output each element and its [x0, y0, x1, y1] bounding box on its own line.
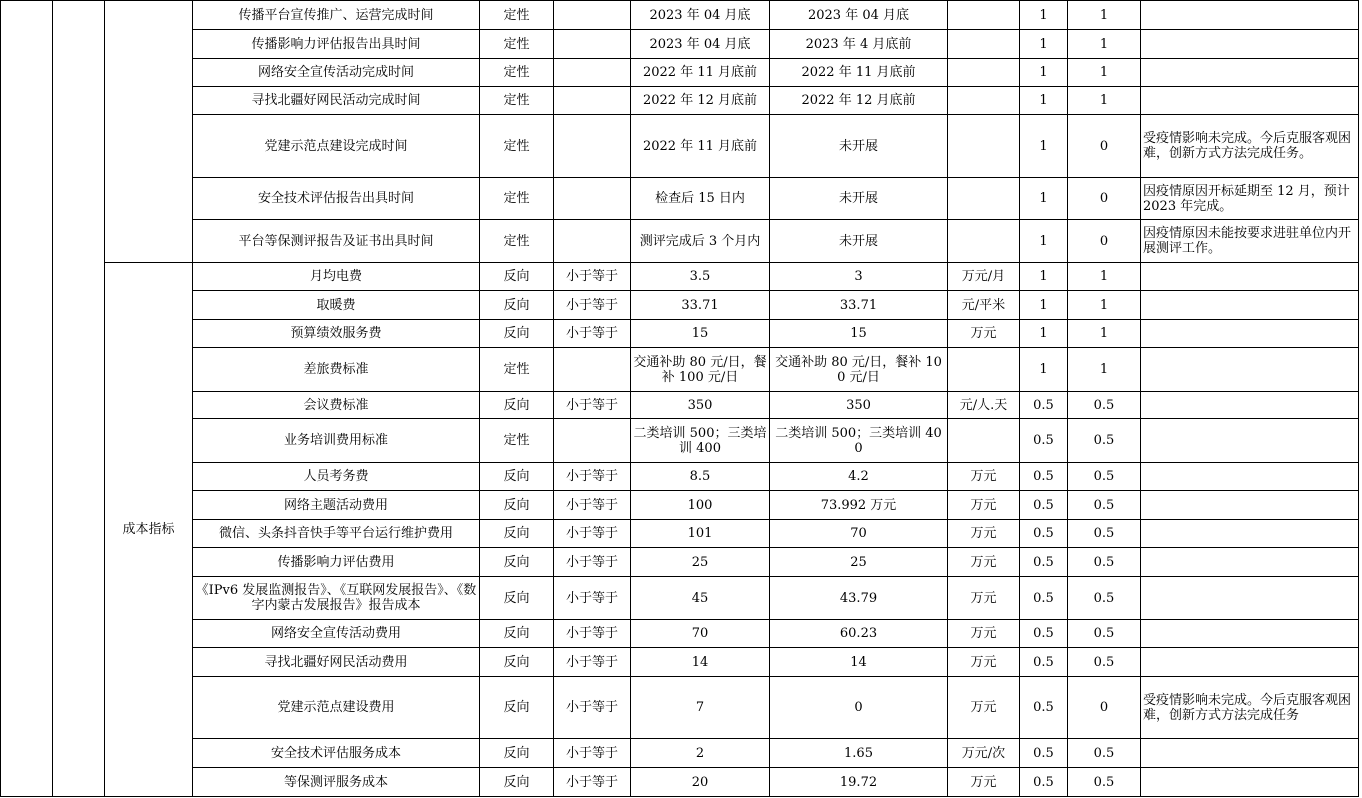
- indicator-name-cell: 《IPv6 发展监测报告》、《互联网发展报告》、《数字内蒙古发展报告》报告成本: [193, 577, 480, 620]
- weight-cell: 0.5: [1020, 577, 1068, 620]
- table-row: [1, 87, 1359, 115]
- comparison-operator-cell: [554, 115, 631, 178]
- table-row: [1, 577, 1359, 620]
- indicator-name-cell: 差旅费标准: [193, 348, 480, 392]
- indicator-name-cell: 等保测评服务成本: [193, 768, 480, 797]
- score-cell: 0.5: [1068, 548, 1141, 577]
- indicator-type-cell: 反向: [480, 768, 554, 797]
- deviation-note-cell: 因疫情原因开标延期至 12 月，预计 2023 年完成。: [1141, 178, 1359, 220]
- indicator-name-cell: 寻找北疆好网民活动完成时间: [193, 87, 480, 115]
- deviation-note-cell: [1141, 291, 1359, 320]
- actual-value-cell: 2022 年 11 月底前: [770, 59, 948, 87]
- comparison-operator-cell: 小于等于: [554, 577, 631, 620]
- unit-cell: 万元: [948, 648, 1020, 677]
- actual-value-cell: 33.71: [770, 291, 948, 320]
- score-cell: 0: [1068, 677, 1141, 739]
- deviation-note-cell: [1141, 548, 1359, 577]
- score-cell: 0: [1068, 220, 1141, 263]
- unit-cell: 万元/月: [948, 263, 1020, 291]
- indicator-name-cell: 传播平台宣传推广、运营完成时间: [193, 1, 480, 30]
- indicator-type-cell: 反向: [480, 491, 554, 520]
- actual-value-cell: 0: [770, 677, 948, 739]
- unit-cell: [948, 348, 1020, 392]
- target-value-cell: 7: [631, 677, 770, 739]
- target-value-cell: 15: [631, 320, 770, 348]
- actual-value-cell: 二类培训 500；三类培训 400: [770, 419, 948, 463]
- actual-value-cell: 4.2: [770, 463, 948, 491]
- weight-cell: 1: [1020, 1, 1068, 30]
- comparison-operator-cell: 小于等于: [554, 648, 631, 677]
- unit-cell: [948, 87, 1020, 115]
- cost-indicator-group-label: 成本指标: [105, 263, 193, 797]
- level3-indicator-cell: [105, 1, 193, 263]
- target-value-cell: 350: [631, 392, 770, 419]
- weight-cell: 0.5: [1020, 677, 1068, 739]
- deviation-note-cell: 受疫情影响未完成。今后克服客观困难，创新方式方法完成任务。: [1141, 115, 1359, 178]
- weight-cell: 0.5: [1020, 520, 1068, 548]
- target-value-cell: 2022 年 11 月底前: [631, 115, 770, 178]
- indicator-name-cell: 党建示范点建设费用: [193, 677, 480, 739]
- comparison-operator-cell: 小于等于: [554, 392, 631, 419]
- indicator-type-cell: 反向: [480, 392, 554, 419]
- deviation-note-cell: [1141, 577, 1359, 620]
- indicator-type-cell: 定性: [480, 1, 554, 30]
- actual-value-cell: 交通补助 80 元/日，餐补 100 元/日: [770, 348, 948, 392]
- table-row: [1, 263, 1359, 291]
- indicator-name-cell: 平台等保测评报告及证书出具时间: [193, 220, 480, 263]
- score-cell: 0.5: [1068, 419, 1141, 463]
- actual-value-cell: 350: [770, 392, 948, 419]
- score-cell: 0.5: [1068, 620, 1141, 648]
- weight-cell: 0.5: [1020, 648, 1068, 677]
- unit-cell: 万元: [948, 577, 1020, 620]
- deviation-note-cell: 因疫情原因未能按要求进驻单位内开展测评工作。: [1141, 220, 1359, 263]
- table-row: [1, 392, 1359, 419]
- deviation-note-cell: [1141, 87, 1359, 115]
- actual-value-cell: 未开展: [770, 220, 948, 263]
- deviation-note-cell: [1141, 768, 1359, 797]
- target-value-cell: 33.71: [631, 291, 770, 320]
- score-cell: 0.5: [1068, 648, 1141, 677]
- weight-cell: 1: [1020, 59, 1068, 87]
- deviation-note-cell: [1141, 320, 1359, 348]
- indicator-type-cell: 反向: [480, 577, 554, 620]
- target-value-cell: 2: [631, 739, 770, 768]
- unit-cell: 万元: [948, 677, 1020, 739]
- weight-cell: 1: [1020, 115, 1068, 178]
- score-cell: 1: [1068, 263, 1141, 291]
- target-value-cell: 交通补助 80 元/日，餐补 100 元/日: [631, 348, 770, 392]
- indicator-name-cell: 寻找北疆好网民活动费用: [193, 648, 480, 677]
- target-value-cell: 2022 年 11 月底前: [631, 59, 770, 87]
- comparison-operator-cell: 小于等于: [554, 263, 631, 291]
- comparison-operator-cell: [554, 1, 631, 30]
- weight-cell: 1: [1020, 263, 1068, 291]
- target-value-cell: 25: [631, 548, 770, 577]
- deviation-note-cell: 受疫情影响未完成。今后克服客观困难，创新方式方法完成任务: [1141, 677, 1359, 739]
- score-cell: 1: [1068, 1, 1141, 30]
- comparison-operator-cell: [554, 348, 631, 392]
- table-body: [1, 1, 1359, 797]
- indicator-name-cell: 传播影响力评估费用: [193, 548, 480, 577]
- weight-cell: 1: [1020, 320, 1068, 348]
- score-cell: 1: [1068, 30, 1141, 59]
- unit-cell: [948, 178, 1020, 220]
- table-row: [1, 739, 1359, 768]
- deviation-note-cell: [1141, 1, 1359, 30]
- comparison-operator-cell: 小于等于: [554, 677, 631, 739]
- table-row: [1, 115, 1359, 178]
- target-value-cell: 二类培训 500；三类培训 400: [631, 419, 770, 463]
- indicator-type-cell: 反向: [480, 263, 554, 291]
- indicator-name-cell: 网络安全宣传活动完成时间: [193, 59, 480, 87]
- actual-value-cell: 3: [770, 263, 948, 291]
- table-row: [1, 178, 1359, 220]
- indicator-type-cell: 反向: [480, 677, 554, 739]
- indicator-name-cell: 业务培训费用标准: [193, 419, 480, 463]
- weight-cell: 0.5: [1020, 491, 1068, 520]
- table-row: [1, 491, 1359, 520]
- actual-value-cell: 1.65: [770, 739, 948, 768]
- unit-cell: 元/平米: [948, 291, 1020, 320]
- table-row: [1, 419, 1359, 463]
- unit-cell: [948, 419, 1020, 463]
- weight-cell: 0.5: [1020, 463, 1068, 491]
- weight-cell: 0.5: [1020, 768, 1068, 797]
- comparison-operator-cell: 小于等于: [554, 739, 631, 768]
- score-cell: 0: [1068, 178, 1141, 220]
- target-value-cell: 2022 年 12 月底前: [631, 87, 770, 115]
- weight-cell: 0.5: [1020, 419, 1068, 463]
- deviation-note-cell: [1141, 263, 1359, 291]
- actual-value-cell: 14: [770, 648, 948, 677]
- target-value-cell: 14: [631, 648, 770, 677]
- score-cell: 0.5: [1068, 768, 1141, 797]
- indicator-type-cell: 定性: [480, 87, 554, 115]
- target-value-cell: 45: [631, 577, 770, 620]
- comparison-operator-cell: 小于等于: [554, 463, 631, 491]
- target-value-cell: 测评完成后 3 个月内: [631, 220, 770, 263]
- indicator-name-cell: 安全技术评估报告出具时间: [193, 178, 480, 220]
- target-value-cell: 检查后 15 日内: [631, 178, 770, 220]
- unit-cell: [948, 1, 1020, 30]
- table-row: [1, 648, 1359, 677]
- indicator-name-cell: 网络安全宣传活动费用: [193, 620, 480, 648]
- unit-cell: 万元: [948, 491, 1020, 520]
- actual-value-cell: 2022 年 12 月底前: [770, 87, 948, 115]
- score-cell: 1: [1068, 291, 1141, 320]
- comparison-operator-cell: 小于等于: [554, 620, 631, 648]
- indicator-type-cell: 反向: [480, 320, 554, 348]
- unit-cell: 万元: [948, 520, 1020, 548]
- weight-cell: 0.5: [1020, 392, 1068, 419]
- actual-value-cell: 19.72: [770, 768, 948, 797]
- deviation-note-cell: [1141, 59, 1359, 87]
- target-value-cell: 3.5: [631, 263, 770, 291]
- score-cell: 0.5: [1068, 491, 1141, 520]
- unit-cell: 万元: [948, 768, 1020, 797]
- comparison-operator-cell: [554, 178, 631, 220]
- table-row: [1, 548, 1359, 577]
- unit-cell: [948, 59, 1020, 87]
- deviation-note-cell: [1141, 348, 1359, 392]
- unit-cell: 万元: [948, 548, 1020, 577]
- score-cell: 1: [1068, 59, 1141, 87]
- indicator-name-cell: 会议费标准: [193, 392, 480, 419]
- table-row: [1, 463, 1359, 491]
- score-cell: 1: [1068, 87, 1141, 115]
- indicator-name-cell: 人员考务费: [193, 463, 480, 491]
- indicator-name-cell: 党建示范点建设完成时间: [193, 115, 480, 178]
- indicator-type-cell: 反向: [480, 463, 554, 491]
- comparison-operator-cell: 小于等于: [554, 520, 631, 548]
- indicator-name-cell: 取暖费: [193, 291, 480, 320]
- unit-cell: 元/人.天: [948, 392, 1020, 419]
- comparison-operator-cell: 小于等于: [554, 491, 631, 520]
- actual-value-cell: 43.79: [770, 577, 948, 620]
- weight-cell: 1: [1020, 178, 1068, 220]
- deviation-note-cell: [1141, 491, 1359, 520]
- score-cell: 1: [1068, 348, 1141, 392]
- indicator-type-cell: 定性: [480, 30, 554, 59]
- weight-cell: 1: [1020, 220, 1068, 263]
- score-cell: 0.5: [1068, 739, 1141, 768]
- score-cell: 0.5: [1068, 463, 1141, 491]
- weight-cell: 1: [1020, 348, 1068, 392]
- indicator-name-cell: 传播影响力评估报告出具时间: [193, 30, 480, 59]
- indicator-type-cell: 定性: [480, 419, 554, 463]
- comparison-operator-cell: 小于等于: [554, 768, 631, 797]
- table-row: [1, 291, 1359, 320]
- target-value-cell: 20: [631, 768, 770, 797]
- comparison-operator-cell: [554, 87, 631, 115]
- actual-value-cell: 未开展: [770, 115, 948, 178]
- level1-indicator-cell: [1, 1, 53, 797]
- comparison-operator-cell: [554, 220, 631, 263]
- score-cell: 0: [1068, 115, 1141, 178]
- indicator-name-cell: 微信、头条抖音快手等平台运行维护费用: [193, 520, 480, 548]
- indicator-type-cell: 定性: [480, 59, 554, 87]
- indicator-type-cell: 反向: [480, 548, 554, 577]
- actual-value-cell: 未开展: [770, 178, 948, 220]
- deviation-note-cell: [1141, 739, 1359, 768]
- table-row: [1, 30, 1359, 59]
- deviation-note-cell: [1141, 419, 1359, 463]
- indicator-type-cell: 反向: [480, 739, 554, 768]
- comparison-operator-cell: 小于等于: [554, 548, 631, 577]
- table-row: [1, 1, 1359, 30]
- unit-cell: 万元/次: [948, 739, 1020, 768]
- deviation-note-cell: [1141, 520, 1359, 548]
- weight-cell: 0.5: [1020, 620, 1068, 648]
- indicator-name-cell: 安全技术评估服务成本: [193, 739, 480, 768]
- table-row: [1, 59, 1359, 87]
- table-row: [1, 677, 1359, 739]
- score-cell: 1: [1068, 320, 1141, 348]
- unit-cell: [948, 220, 1020, 263]
- deviation-note-cell: [1141, 30, 1359, 59]
- table-row: [1, 320, 1359, 348]
- actual-value-cell: 2023 年 04 月底: [770, 1, 948, 30]
- unit-cell: [948, 30, 1020, 59]
- unit-cell: [948, 115, 1020, 178]
- deviation-note-cell: [1141, 392, 1359, 419]
- indicator-type-cell: 反向: [480, 520, 554, 548]
- target-value-cell: 101: [631, 520, 770, 548]
- score-cell: 0.5: [1068, 577, 1141, 620]
- deviation-note-cell: [1141, 463, 1359, 491]
- actual-value-cell: 2023 年 4 月底前: [770, 30, 948, 59]
- comparison-operator-cell: [554, 30, 631, 59]
- indicator-type-cell: 反向: [480, 291, 554, 320]
- unit-cell: 万元: [948, 320, 1020, 348]
- target-value-cell: 8.5: [631, 463, 770, 491]
- target-value-cell: 2023 年 04 月底: [631, 1, 770, 30]
- weight-cell: 1: [1020, 87, 1068, 115]
- table-row: [1, 220, 1359, 263]
- indicator-name-cell: 预算绩效服务费: [193, 320, 480, 348]
- deviation-note-cell: [1141, 648, 1359, 677]
- comparison-operator-cell: [554, 419, 631, 463]
- actual-value-cell: 73.992 万元: [770, 491, 948, 520]
- comparison-operator-cell: 小于等于: [554, 320, 631, 348]
- indicator-type-cell: 定性: [480, 115, 554, 178]
- table-row: [1, 348, 1359, 392]
- indicator-type-cell: 定性: [480, 178, 554, 220]
- level2-indicator-cell: [53, 1, 105, 797]
- actual-value-cell: 15: [770, 320, 948, 348]
- indicator-type-cell: 定性: [480, 348, 554, 392]
- score-cell: 0.5: [1068, 520, 1141, 548]
- score-cell: 0.5: [1068, 392, 1141, 419]
- actual-value-cell: 70: [770, 520, 948, 548]
- indicator-type-cell: 反向: [480, 648, 554, 677]
- target-value-cell: 70: [631, 620, 770, 648]
- comparison-operator-cell: 小于等于: [554, 291, 631, 320]
- unit-cell: 万元: [948, 620, 1020, 648]
- table-row: [1, 620, 1359, 648]
- indicator-type-cell: 反向: [480, 620, 554, 648]
- indicator-type-cell: 定性: [480, 220, 554, 263]
- actual-value-cell: 60.23: [770, 620, 948, 648]
- actual-value-cell: 25: [770, 548, 948, 577]
- target-value-cell: 100: [631, 491, 770, 520]
- table-row: [1, 768, 1359, 797]
- unit-cell: 万元: [948, 463, 1020, 491]
- deviation-note-cell: [1141, 620, 1359, 648]
- indicator-name-cell: 网络主题活动费用: [193, 491, 480, 520]
- target-value-cell: 2023 年 04 月底: [631, 30, 770, 59]
- weight-cell: 1: [1020, 30, 1068, 59]
- table-row: [1, 520, 1359, 548]
- indicator-name-cell: 月均电费: [193, 263, 480, 291]
- weight-cell: 0.5: [1020, 739, 1068, 768]
- comparison-operator-cell: [554, 59, 631, 87]
- weight-cell: 1: [1020, 291, 1068, 320]
- weight-cell: 0.5: [1020, 548, 1068, 577]
